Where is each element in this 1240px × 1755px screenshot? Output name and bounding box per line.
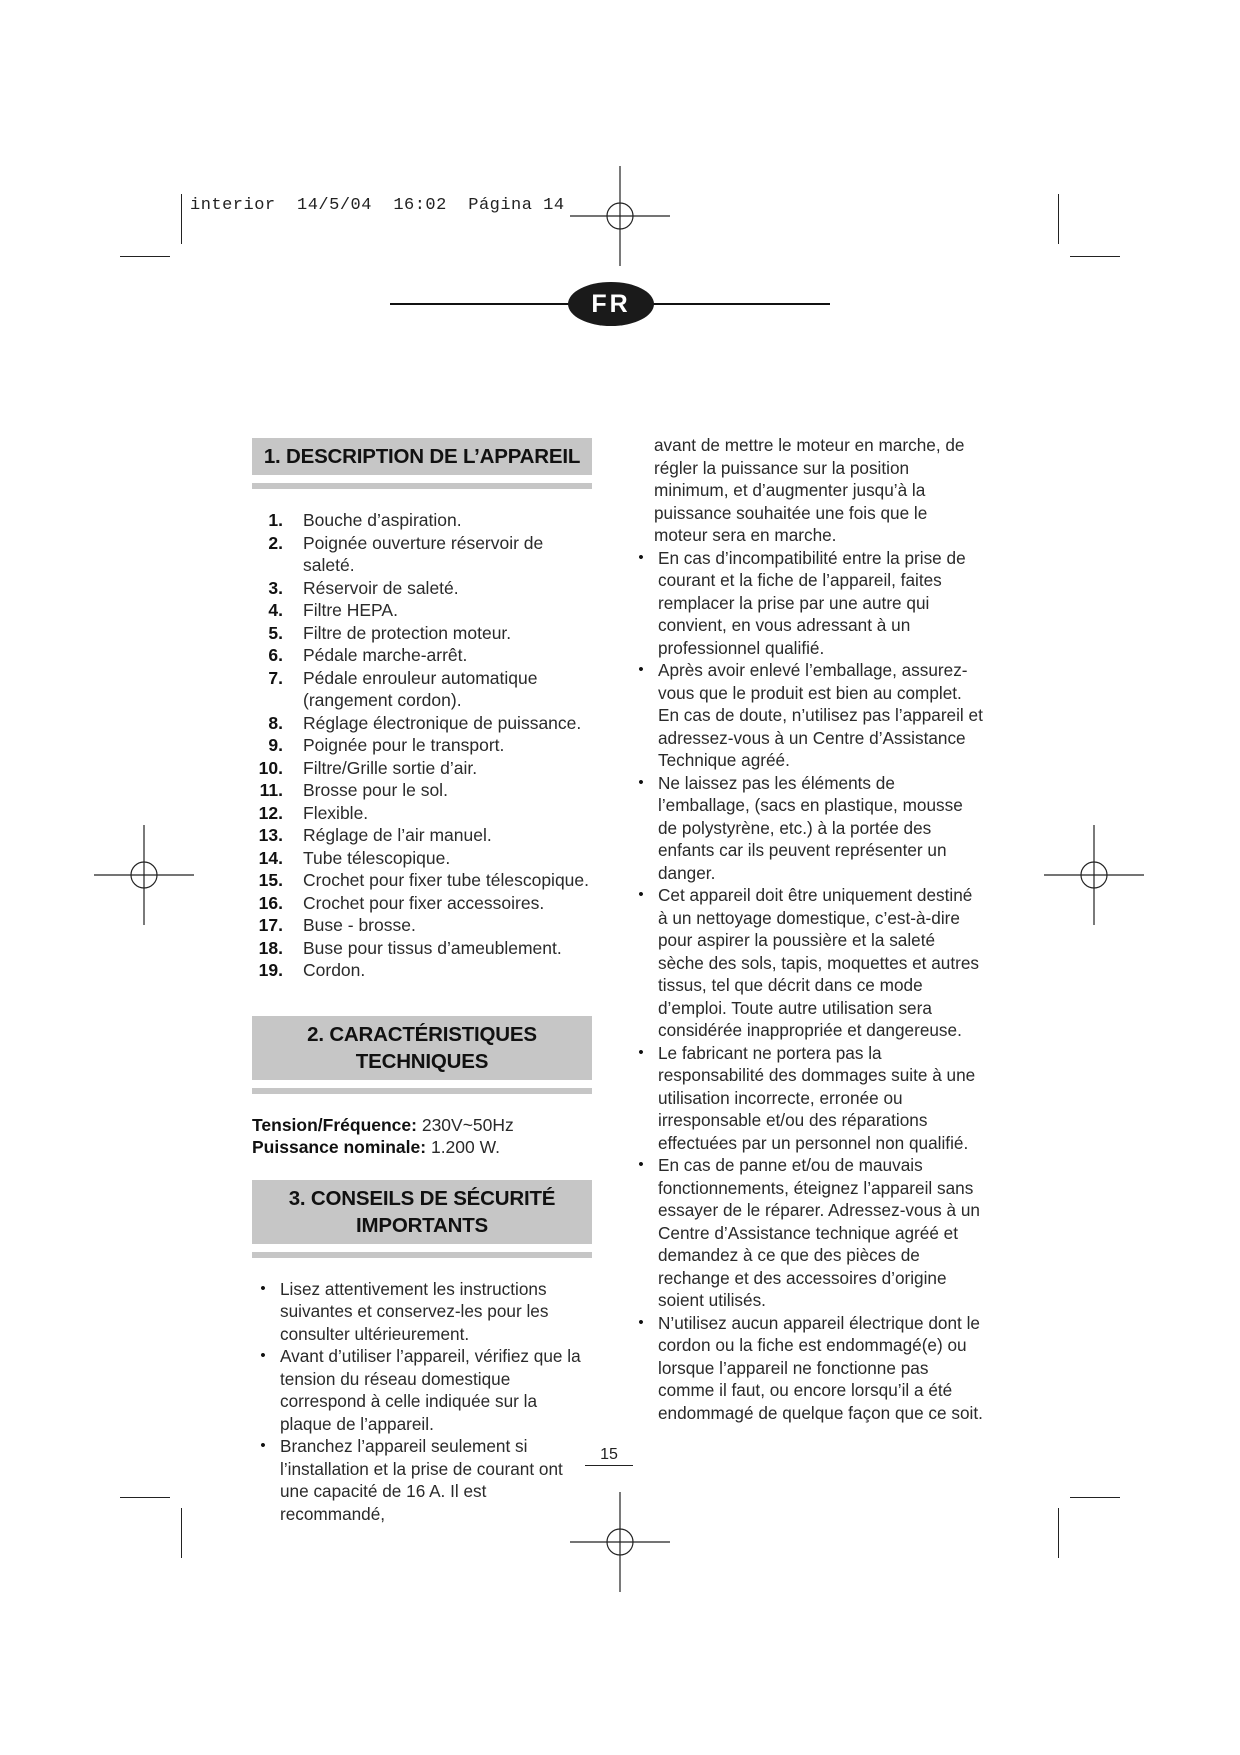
list-item-number: 3. [268, 577, 283, 598]
spec-power [252, 1136, 592, 1158]
list-item-number: 4. [268, 600, 283, 620]
bullet-icon: • [638, 886, 644, 903]
bullet-icon: • [260, 1347, 266, 1364]
list-item-number: 11. [259, 780, 283, 800]
header-rule-left [390, 303, 570, 305]
list-item-text: Brosse pour le sol. [303, 780, 448, 800]
right-column [632, 434, 984, 1424]
list-item-number: 7. [268, 667, 283, 688]
list-item-text: Crochet pour fixer accessoires. [303, 892, 545, 913]
left-column [252, 438, 592, 1525]
list-item [252, 757, 592, 780]
bullet-item [632, 547, 984, 660]
bullet-icon: • [638, 773, 644, 791]
bullet-item [254, 1278, 592, 1346]
list-item-text: Réservoir de saleté. [303, 577, 459, 598]
bullet-text: En cas d’incompatibilité entre la prise de courant et la fiche de l’appareil, faites remplacer la prise par une autre qui convient, en vous adressant à un professionnel qualifié. [658, 547, 966, 658]
section-3-heading-line-1: 3. CONSEILS DE SÉCURITÉ [288, 1186, 556, 1210]
safety-list-right [632, 547, 984, 1425]
safety-list-left [252, 1278, 592, 1526]
bullet-text: Lisez attentivement les instructions suivantes et conservez-les pour les consulter ultérieurement. [280, 1278, 549, 1344]
list-item-number: 15. [258, 870, 283, 890]
crop-mark-bottom-left-vertical [181, 1508, 182, 1558]
section-2-heading: 2. CARACTÉRISTIQUES TECHNIQUES [252, 1016, 592, 1080]
header-rule-right [650, 303, 830, 305]
bullet-item [632, 659, 984, 772]
crop-mark-top-left-vertical [181, 194, 182, 244]
bullet-text: N’utilisez aucun appareil électrique dont le cordon ou la fiche est endommagé(e) ou lorsque l’appareil ne fonctionne pas comme il faut, ou encore lorsqu’il a été endommagé de quelque façon que ce soit. [658, 1312, 983, 1423]
list-item-text: Buse - brosse. [303, 915, 416, 935]
list-item-text: Pédale enrouleur automatique (rangement cordon). [303, 667, 538, 710]
bullet-icon: • [638, 548, 644, 566]
registration-mark-right-icon [1044, 825, 1144, 925]
technical-specs [252, 1114, 592, 1158]
bullet-item [632, 1312, 984, 1425]
bullet-icon: • [638, 661, 644, 678]
bullet-icon: • [260, 1437, 266, 1454]
list-item-text: Filtre/Grille sortie d’air. [303, 757, 478, 778]
list-item [252, 959, 592, 982]
list-item-text: Poignée pour le transport. [303, 735, 505, 755]
list-item-text: Flexible. [303, 802, 369, 823]
bullet-icon: • [260, 1279, 266, 1297]
bullet-text: Ne laissez pas les éléments de l’emballage, (sacs en plastique, mousse de polystyrène, etc.) à la portée des enfants car ils peuvent représenter un danger. [658, 772, 963, 883]
safety-continuation-text: avant de mettre le moteur en marche, de régler la puissance sur la position minimum, et d’augmenter jusqu’à la puissance souhaitée une fois que le moteur sera en marche. [654, 435, 965, 545]
list-item-text: Cordon. [303, 960, 366, 980]
list-item [252, 599, 592, 622]
list-item-number: 8. [268, 712, 283, 733]
list-item-number: 9. [268, 735, 283, 755]
print-slug: interior 14/5/04 16:02 Página 14 [190, 196, 565, 215]
bullet-item [254, 1345, 592, 1435]
list-item-number: 1. [268, 510, 283, 530]
spec-tension [252, 1114, 592, 1136]
list-item-number: 18. [258, 937, 283, 958]
list-item-number: 19. [258, 960, 283, 980]
page-number: 15 [585, 1446, 633, 1466]
list-item-text: Réglage électronique de puissance. [303, 712, 582, 733]
list-item-text: Crochet pour fixer tube télescopique. [303, 870, 589, 890]
bullet-icon: • [638, 1156, 644, 1173]
list-item-number: 6. [268, 645, 283, 665]
crop-mark-top-left-horizontal [120, 256, 170, 257]
list-item [252, 577, 592, 600]
list-item [252, 622, 592, 645]
bullet-item [254, 1435, 592, 1525]
section-2-rule [252, 1088, 592, 1094]
list-item [252, 892, 592, 915]
section-3-heading-line-2: IMPORTANTS [355, 1213, 488, 1237]
list-item-number: 5. [268, 622, 283, 643]
list-item-number: 14. [258, 847, 283, 868]
list-item-text: Pédale marche-arrêt. [303, 645, 468, 665]
section-1-heading: 1. DESCRIPTION DE L’APPAREIL [252, 438, 592, 475]
list-item-text: Bouche d’aspiration. [303, 510, 462, 530]
list-item [252, 509, 592, 532]
list-item [252, 914, 592, 937]
list-item [252, 802, 592, 825]
list-item-text: Tube télescopique. [303, 847, 451, 868]
list-item-number: 13. [258, 825, 283, 845]
list-item [252, 937, 592, 960]
list-item-number: 12. [258, 802, 283, 823]
list-item-text: Réglage de l’air manuel. [303, 825, 492, 845]
bullet-item [632, 1042, 984, 1155]
bullet-text: Cet appareil doit être uniquement destiné à un nettoyage domestique, c’est-à-dire pour aspirer la poussière et la saleté sèche des sols, tapis, moquettes et autres tissus, tel que décrit dans ce mode d’emploi. Toute autre utilisation sera considérée inappropriée et dangereuse. [658, 885, 980, 1040]
list-item-text: Filtre de protection moteur. [303, 622, 512, 643]
crop-mark-bottom-right-vertical [1058, 1508, 1059, 1558]
registration-mark-top-icon [570, 166, 670, 266]
section-3-rule [252, 1252, 592, 1258]
crop-mark-top-right-horizontal [1070, 256, 1120, 257]
list-item-number: 16. [258, 892, 283, 913]
spec-tension-value: 230V~50Hz [416, 1114, 514, 1135]
list-item [252, 779, 592, 802]
list-item-number: 17. [258, 915, 283, 935]
section-3-heading [252, 1180, 592, 1244]
spec-power-value: 1.200 W. [426, 1136, 501, 1157]
list-item [252, 847, 592, 870]
crop-mark-bottom-right-horizontal [1070, 1497, 1120, 1498]
crop-mark-bottom-left-horizontal [120, 1497, 170, 1498]
bullet-item [632, 1154, 984, 1312]
parts-list [252, 509, 592, 982]
bullet-item [632, 772, 984, 885]
list-item-text: Filtre HEPA. [303, 600, 398, 620]
bullet-item [632, 884, 984, 1042]
section-1-rule [252, 483, 592, 489]
bullet-icon: • [638, 1043, 644, 1061]
list-item [252, 667, 592, 712]
list-item-number: 2. [268, 532, 283, 553]
list-item [252, 824, 592, 847]
bullet-text: Branchez l’appareil seulement si l’installation et la prise de courant ont une capacité de 16 A. Il est recommandé, [280, 1436, 563, 1524]
list-item [252, 869, 592, 892]
list-item-text: Buse pour tissus d’ameublement. [303, 937, 562, 958]
bullet-text: Après avoir enlevé l’emballage, assurez-vous que le produit est bien au complet. En cas de doute, n’utilisez pas l’appareil et adressez-vous à un Centre d’Assistance Technique agréé. [658, 660, 983, 770]
bullet-text: Avant d’utiliser l’appareil, vérifiez que la tension du réseau domestique correspond à celle indiquée sur la plaque de l’appareil. [280, 1346, 581, 1434]
list-item-number: 10. [258, 757, 283, 778]
list-item-text: Poignée ouverture réservoir de saleté. [303, 532, 544, 575]
bullet-text: En cas de panne et/ou de mauvais fonctionnements, éteignez l’appareil sans essayer de le réparer. Adressez-vous à un Centre d’Assistance technique agréé et demandez à ce que des pièces de rechange et des accessoires d’origine soient utilisés. [658, 1155, 980, 1310]
list-item [252, 532, 592, 577]
language-badge: FR [568, 282, 654, 326]
list-item [252, 644, 592, 667]
bullet-icon: • [638, 1313, 644, 1331]
list-item [252, 734, 592, 757]
list-item [252, 712, 592, 735]
crop-mark-top-right-vertical [1058, 194, 1059, 244]
spec-tension-label: Tension/Fréquence: [252, 1114, 417, 1135]
bullet-text: Le fabricant ne portera pas la responsabilité des dommages suite à une utilisation incorrecte, erronée ou irresponsable et/ou des réparations effectuées par un personnel non qualifié. [658, 1042, 976, 1153]
registration-mark-left-icon [94, 825, 194, 925]
spec-power-label: Puissance nominale: [252, 1136, 427, 1157]
